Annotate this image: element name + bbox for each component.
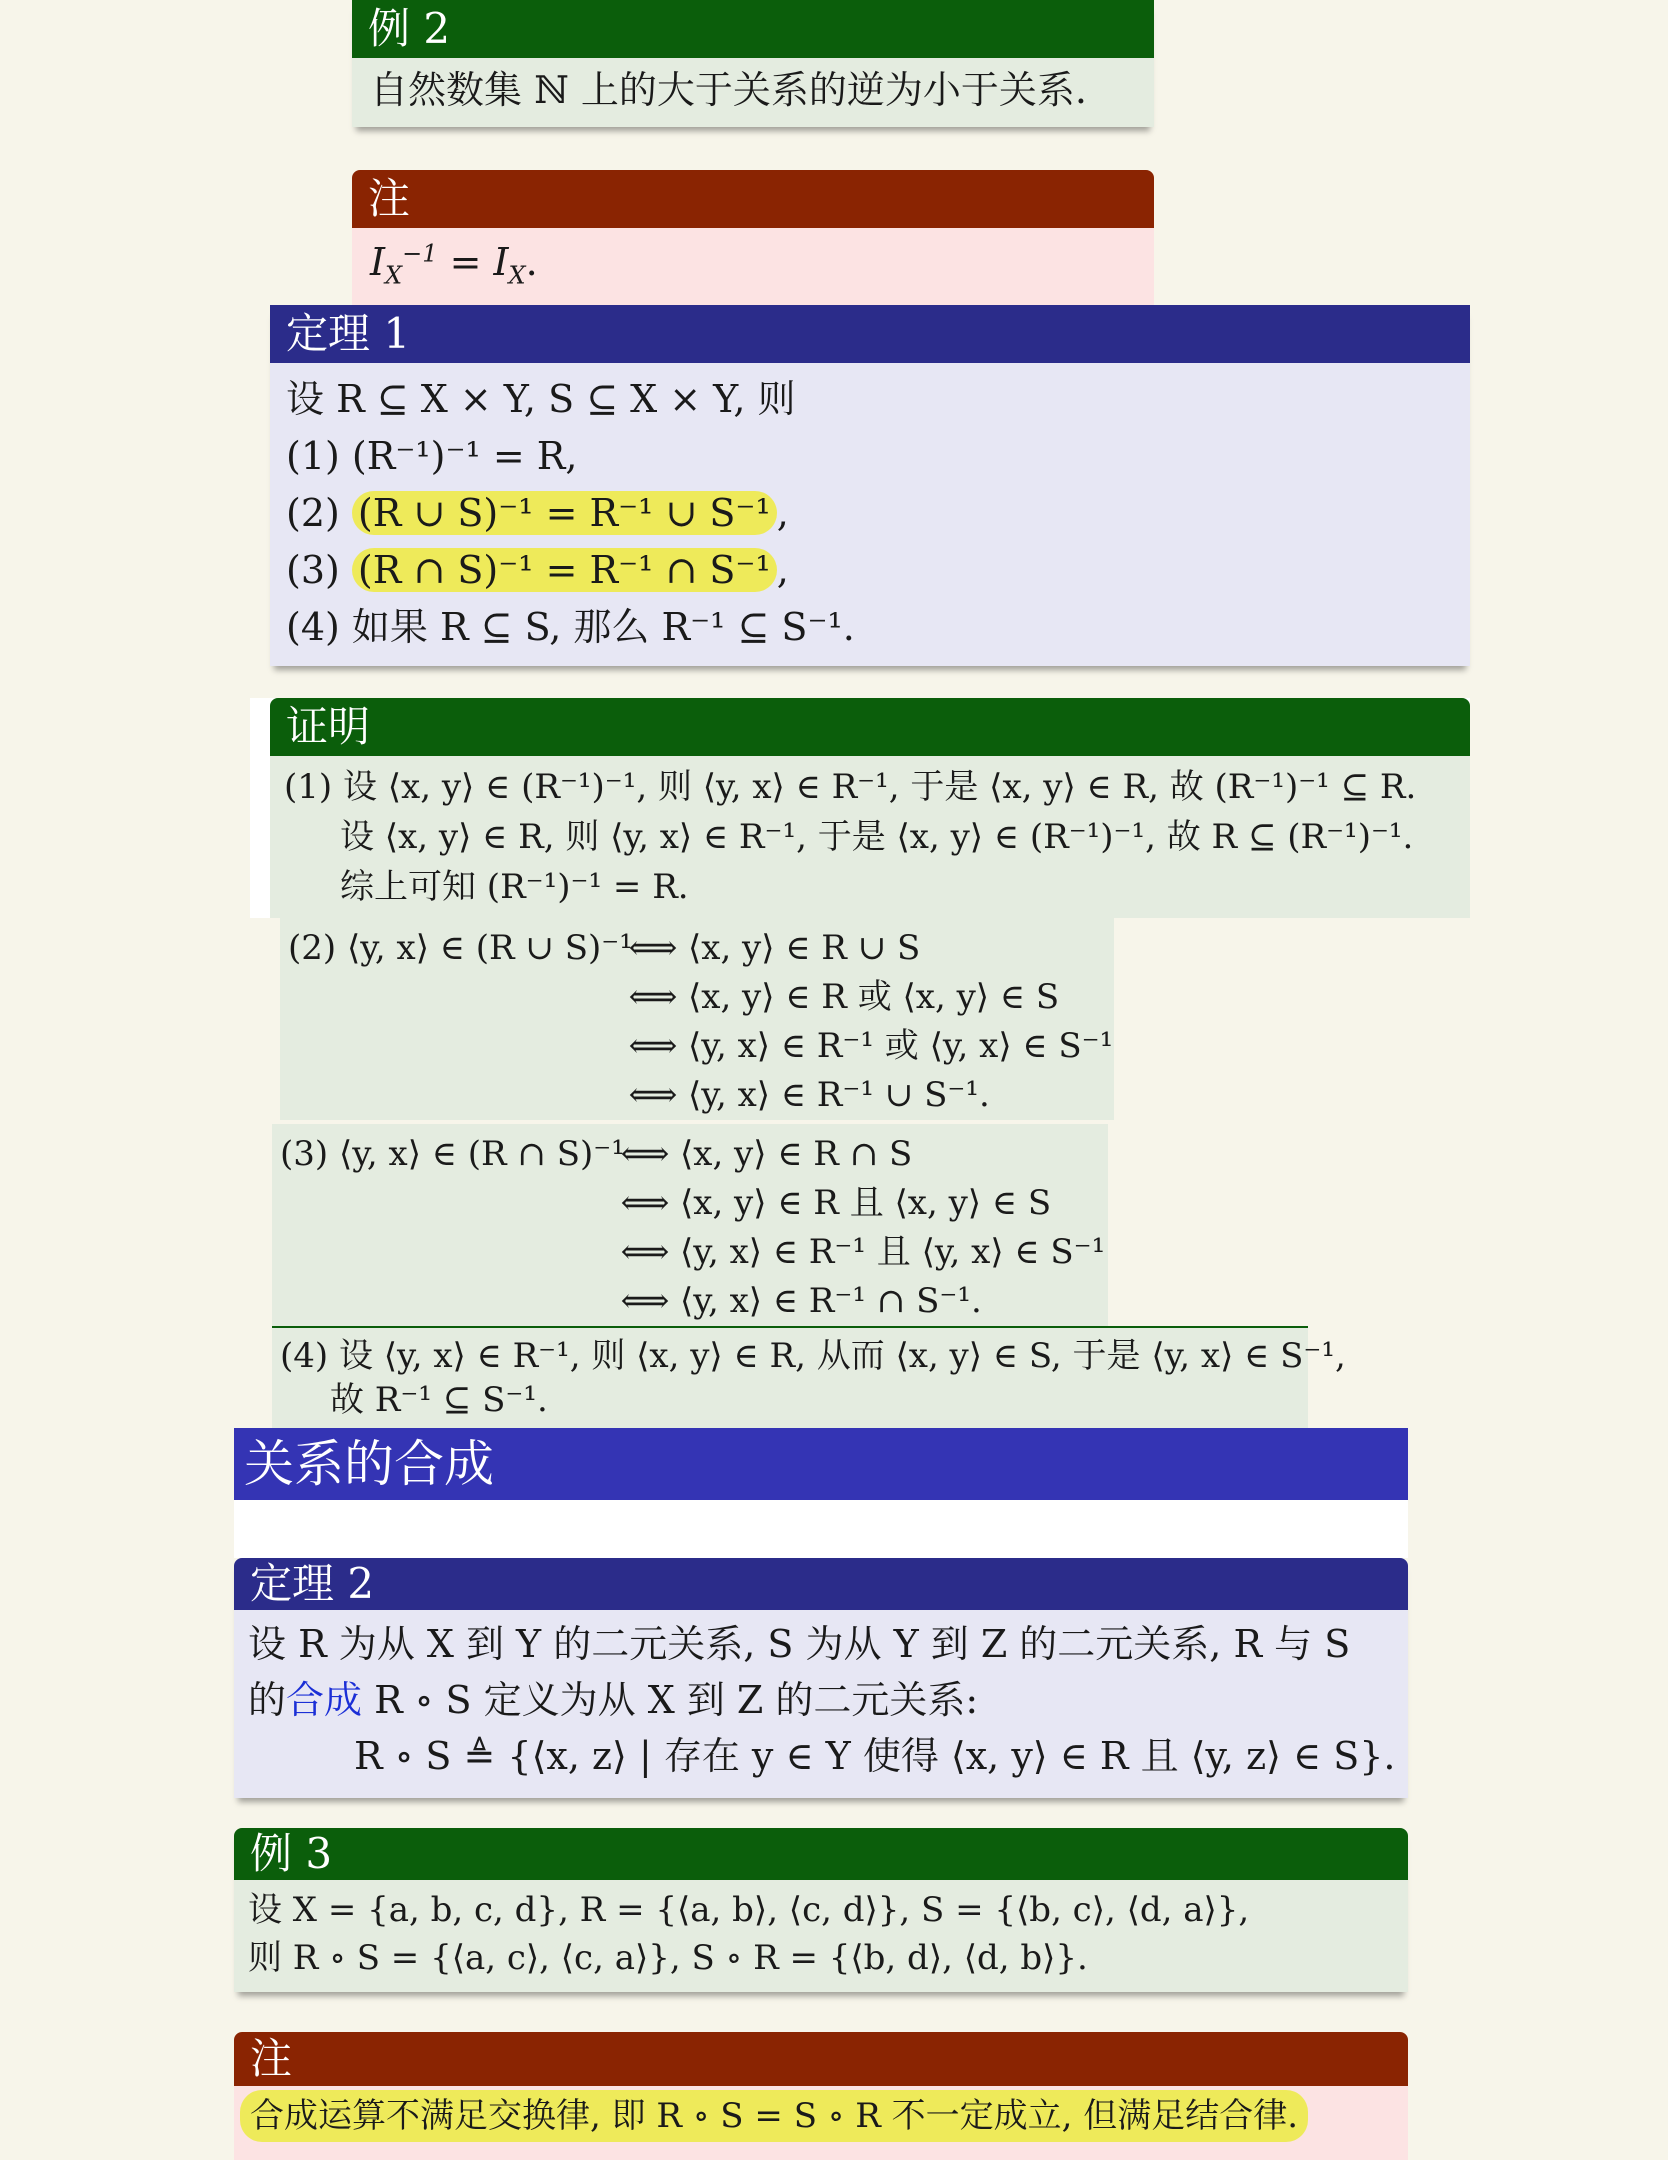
- proof-3-row-1: [280, 1179, 1100, 1228]
- example-3-line-0: 设 X = {a, b, c, d}, R = {⟨a, b⟩, ⟨c, d⟩}, S = {⟨b, c⟩, ⟨d, a⟩},: [248, 1890, 1250, 1930]
- proof-3-right-2: ⟨y, x⟩ ∈ R⁻¹ 且 ⟨y, x⟩ ∈ S⁻¹: [680, 1232, 1106, 1272]
- example-2-text: 自然数集 ℕ 上的大于关系的逆为小于关系.: [370, 68, 1087, 112]
- theorem-1-line-1: (1) (R⁻¹)⁻¹ = R,: [286, 434, 578, 478]
- example-2-block: [352, 0, 1154, 127]
- proof-2-row-1: [288, 973, 1106, 1022]
- theorem-2-body: [234, 1610, 1408, 1798]
- section-title: 关系的合成: [234, 1428, 1408, 1500]
- theorem-1-line-0: 设 R ⊆ X × Y, S ⊆ X × Y, 则: [286, 377, 796, 421]
- note-1-text: $I_X^{-1} = I_X$.: [370, 239, 538, 290]
- proof-part-1: [270, 756, 1470, 918]
- proof-2-right-0: ⟨x, y⟩ ∈ R ∪ S: [688, 928, 921, 968]
- theorem-2-line-1: 设 R 为从 X 到 Y 的二元关系, S 为从 Y 到 Z 的二元关系, R 与 S: [248, 1622, 1351, 1666]
- theorem-2-block: [234, 1558, 1408, 1798]
- note-2-title: 注: [234, 2032, 1408, 2086]
- theorem-1-title: 定理 1: [270, 305, 1470, 363]
- proof-3-row-0: [280, 1130, 1100, 1179]
- note-2-text: 合成运算不满足交换律, 即 R ∘ S = S ∘ R 不一定成立, 但满足结合律.: [240, 2090, 1308, 2142]
- proof-2-row-0: [288, 924, 1106, 973]
- theorem-2-definition: R ∘ S ≜ {⟨x, z⟩ | 存在 y ∈ Y 使得 ⟨x, y⟩ ∈ R 且 ⟨y, z⟩ ∈ S}.: [354, 1734, 1396, 1778]
- theorem-1-item-3-highlight: (R ∩ S)⁻¹ = R⁻¹ ∩ S⁻¹: [352, 548, 777, 592]
- theorem-2-line-2-post: R ∘ S 定义为从 X 到 Z 的二元关系:: [362, 1678, 979, 1722]
- proof-part-3: [272, 1124, 1108, 1326]
- proof-2-row-2: [288, 1022, 1114, 1071]
- proof-2-right-1: ⟨x, y⟩ ∈ R 或 ⟨x, y⟩ ∈ S: [688, 977, 1060, 1017]
- proof-4-line-0: (4) 设 ⟨y, x⟩ ∈ R⁻¹, 则 ⟨x, y⟩ ∈ R, 从而 ⟨x, y⟩ ∈ S, 于是 ⟨y, x⟩ ∈ S⁻¹,: [280, 1336, 1346, 1376]
- proof-2-right-3: ⟨y, x⟩ ∈ R⁻¹ ∪ S⁻¹.: [688, 1075, 990, 1115]
- iff-arrow-icon: ⟺: [628, 1026, 678, 1066]
- example-3-block: [234, 1828, 1408, 1992]
- proof-2-left: (2) ⟨y, x⟩ ∈ (R ∪ S)⁻¹: [288, 928, 633, 968]
- theorem-1-body: [270, 363, 1470, 666]
- proof-block: [250, 698, 1470, 918]
- theorem-1-item-2-label: (2): [286, 491, 340, 535]
- proof-2-row-3: [288, 1071, 1106, 1120]
- proof-part-4: [272, 1326, 1346, 1428]
- theorem-1-item-3-comma: ,: [776, 548, 789, 592]
- example-3-title: 例 3: [234, 1828, 1408, 1880]
- example-2-body: [352, 58, 1154, 127]
- theorem-1-line-2: [286, 485, 1454, 542]
- proof-4-line-1: 故 R⁻¹ ⊆ S⁻¹.: [330, 1380, 548, 1420]
- theorem-1-item-3-label: (3): [286, 548, 340, 592]
- theorem-2-line-2: [248, 1672, 1394, 1728]
- proof-2-right-2: ⟨y, x⟩ ∈ R⁻¹ 或 ⟨y, x⟩ ∈ S⁻¹: [688, 1026, 1114, 1066]
- note-2-block: [234, 2032, 1408, 2160]
- proof-3-row-2: [280, 1228, 1106, 1277]
- proof-line-1: (1) 设 ⟨x, y⟩ ∈ (R⁻¹)⁻¹, 则 ⟨y, x⟩ ∈ R⁻¹, 于是 ⟨x, y⟩ ∈ R, 故 (R⁻¹)⁻¹ ⊆ R.: [284, 767, 1417, 807]
- proof-3-row-3: [280, 1277, 1100, 1326]
- iff-arrow-icon: ⟺: [628, 928, 678, 968]
- proof-3-right-0: ⟨x, y⟩ ∈ R ∩ S: [680, 1134, 913, 1174]
- example-2-title: 例 2: [352, 0, 1154, 58]
- theorem-1-block: [270, 305, 1470, 666]
- section-block: [234, 1428, 1408, 1558]
- theorem-1-item-2-highlight: (R ∪ S)⁻¹ = R⁻¹ ∪ S⁻¹: [352, 491, 777, 535]
- proof-title: 证明: [270, 698, 1470, 756]
- proof-3-right-1: ⟨x, y⟩ ∈ R 且 ⟨x, y⟩ ∈ S: [680, 1183, 1052, 1223]
- proof-3-left: (3) ⟨y, x⟩ ∈ (R ∩ S)⁻¹: [280, 1134, 625, 1174]
- example-3-line-1: 则 R ∘ S = {⟨a, c⟩, ⟨c, a⟩}, S ∘ R = {⟨b, d⟩, ⟨d, b⟩}.: [248, 1938, 1088, 1978]
- theorem-2-title: 定理 2: [234, 1558, 1408, 1610]
- iff-arrow-icon: ⟺: [628, 977, 678, 1017]
- iff-arrow-icon: ⟺: [620, 1134, 670, 1174]
- iff-arrow-icon: ⟺: [628, 1075, 678, 1115]
- iff-arrow-icon: ⟺: [620, 1232, 670, 1272]
- note-1-block: [352, 170, 1154, 322]
- proof-3-right-3: ⟨y, x⟩ ∈ R⁻¹ ∩ S⁻¹.: [680, 1281, 982, 1321]
- proof-part-2: [280, 918, 1114, 1120]
- composition-link[interactable]: 合成: [286, 1678, 363, 1722]
- note-2-body: [234, 2086, 1408, 2160]
- proof-line-3: 综上可知 (R⁻¹)⁻¹ = R.: [340, 867, 689, 907]
- theorem-2-line-2-pre: 的: [248, 1678, 287, 1722]
- note-1-title: 注: [352, 170, 1154, 228]
- theorem-1-line-4: (4) 如果 R ⊆ S, 那么 R⁻¹ ⊆ S⁻¹.: [286, 605, 855, 649]
- example-3-body: [234, 1880, 1408, 1992]
- theorem-1-item-2-comma: ,: [776, 491, 789, 535]
- proof-line-2: 设 ⟨x, y⟩ ∈ R, 则 ⟨y, x⟩ ∈ R⁻¹, 于是 ⟨x, y⟩ ∈ (R⁻¹)⁻¹, 故 R ⊆ (R⁻¹)⁻¹.: [340, 817, 1414, 857]
- iff-arrow-icon: ⟺: [620, 1281, 670, 1321]
- iff-arrow-icon: ⟺: [620, 1183, 670, 1223]
- theorem-1-line-3: [286, 542, 1454, 599]
